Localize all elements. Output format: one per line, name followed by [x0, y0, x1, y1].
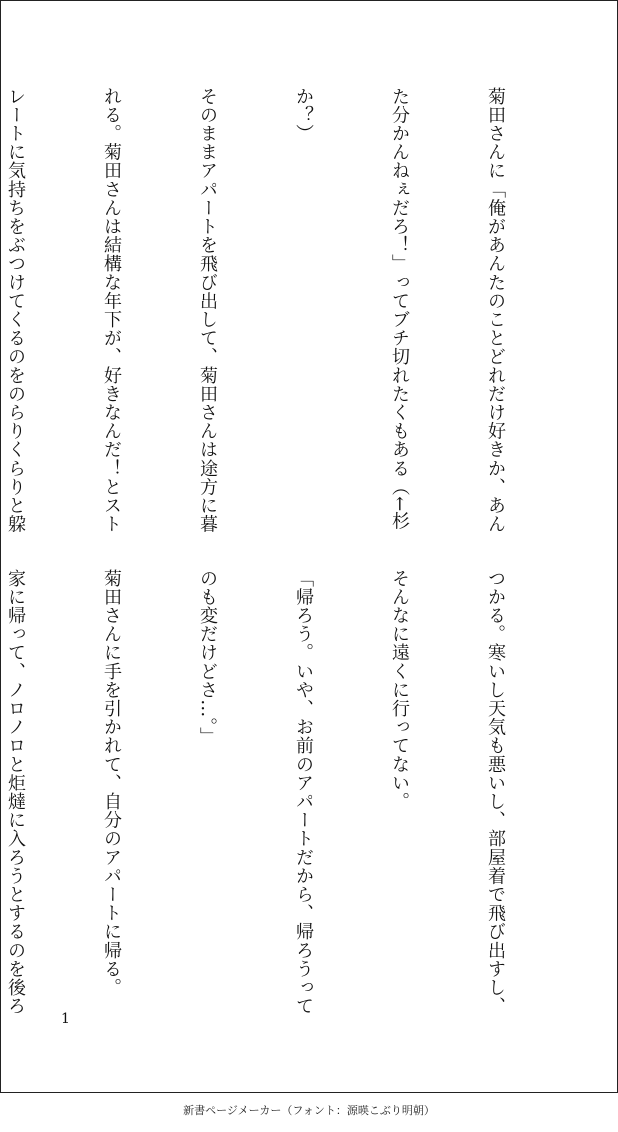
upper-text-block: [5, 87, 575, 537]
lower-text-block: [5, 569, 575, 1019]
text-line: つかる。寒いし天気も悪いし、部屋着で飛び出すし、: [485, 569, 506, 1016]
text-line: た分かんねぇだろ！」ってブチ切れたくもある（←杉: [389, 87, 410, 531]
footer-caption: 新書ページメーカー（フォント：源暎こぶり明朝）: [183, 1104, 435, 1117]
text-line: 「帰ろう。いや、お前のアパートだから、帰ろうって: [293, 569, 314, 1016]
text-line: レートに気持ちをぶつけてくるのをのらりくらりと躱: [5, 87, 26, 534]
text-line: れる。菊田さんは結構な年下が、好きなんだ！とスト: [101, 87, 122, 534]
text-line: 菊田さんに手を引かれて、自分のアパートに帰る。: [101, 569, 122, 997]
page-number: 1: [61, 1011, 70, 1027]
text-line: のも変だけどさ…。」: [197, 569, 218, 746]
text-line: 菊田さんに「俺があんたのことどれだけ好きか、あん: [485, 87, 506, 534]
text-line: か？）: [293, 87, 314, 143]
text-line: そんなに遠くに行ってない。: [389, 569, 410, 811]
text-line: そのままアパートを飛び出して、菊田さんは途方に暮: [197, 87, 218, 534]
text-line: 家に帰って、ノロノロと炬燵に入ろうとするのを後ろ: [5, 569, 26, 1016]
